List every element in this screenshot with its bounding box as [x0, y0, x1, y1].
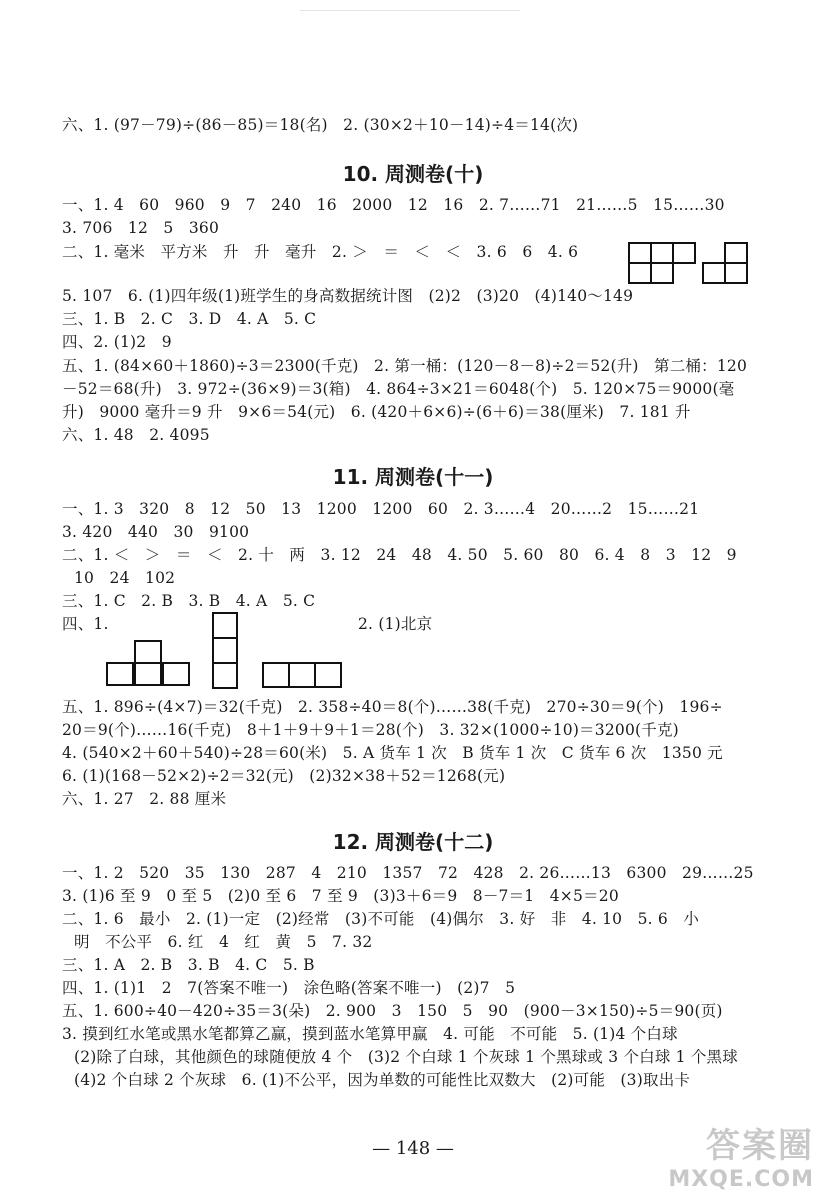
s10-line-6: 四、2. (1)2 9: [62, 333, 172, 351]
s12-line-2: 3. (1)6 至 9 0 至 5 (2)0 至 6 7 至 9 (3)3＋6＝9 8－7＝1 4×5＝20: [62, 887, 619, 905]
s10-figure-1: [628, 242, 696, 284]
s10-line-4: 5. 107 6. (1)四年级(1)班学生的身高数据统计图 (2)2 (3)20 (4)140～149: [62, 287, 634, 305]
s12-line-8: 3. 摸到红水笔或黑水笔都算乙赢，摸到蓝水笔算甲赢 4. 可能 不可能 5. (1)4 个白球: [62, 1025, 678, 1043]
s11-figure-front: [106, 640, 196, 690]
s12-line-1: 一、1. 2 520 35 130 287 4 210 1357 72 428 2. 26……13 6300 29……25: [62, 864, 754, 882]
s11-line-5: 三、1. C 2. B 3. B 4. A 5. C: [62, 592, 316, 610]
s10-line-3: 二、1. 毫米 平方米 升 升 毫升 2. ＞ ＝ ＜ ＜ 3. 6 6 4. 6: [62, 243, 579, 261]
s11-q4-2: 2. (1)北京: [358, 615, 433, 633]
s11-line-10: 6. (1)(168－52×2)÷2＝32(元) (2)32×38＋52＝1268(元): [62, 767, 506, 785]
watermark-cn: 答案圈: [706, 1126, 814, 1166]
s11-line-7: 五、1. 896÷(4×7)＝32(千克) 2. 358÷40＝8(个)……38(千克) 270÷30＝9(个) 196÷: [62, 698, 723, 716]
s12-line-4: 明 不公平 6. 红 4 红 黄 5 7. 32: [74, 933, 373, 951]
s12-line-5: 三、1. A 2. B 3. B 4. C 5. B: [62, 956, 315, 974]
s9-line-6: 六、1. (97－79)÷(86－85)＝18(名) 2. (30×2＋10－14)÷4＝14(次): [62, 116, 579, 134]
s10-line-2: 3. 706 12 5 360: [62, 219, 220, 237]
s10-line-1: 一、1. 4 60 960 9 7 240 16 2000 12 16 2. 7……71 21……5 15……30: [62, 196, 725, 214]
s11-line-2: 3. 420 440 30 9100: [62, 523, 250, 541]
s11-line-9: 4. (540×2＋60＋540)÷28＝60(米) 5. A 货车 1 次 B 货车 1 次 C 货车 6 次 1350 元: [62, 744, 723, 762]
s11-line-4: 10 24 102: [74, 569, 176, 587]
s12-line-3: 二、1. 6 最小 2. (1)一定 (2)经常 (3)不可能 (4)偶尔 3. 好 非 4. 10 5. 6 小: [62, 910, 700, 928]
s10-figure-2: [702, 242, 748, 284]
s10-line-9: 升) 9000 毫升＝9 升 9×6＝54(元) 6. (420＋6×6)÷(6＋6)＝38(厘米) 7. 181 升: [62, 403, 691, 421]
s11-line-3: 二、1. ＜ ＞ ＝ ＜ 2. 十 两 3. 12 24 48 4. 50 5. 60 80 6. 4 8 3 12 9: [62, 546, 737, 564]
s11-line-8: 20＝9(个)……16(千克) 8＋1＋9＋9＋1＝28(个) 3. 32×(1000÷10)＝3200(千克): [62, 721, 679, 739]
s11-figure-top: [262, 662, 344, 690]
section-title-10: 10. 周测卷(十): [342, 162, 484, 186]
watermark-logo: [668, 1118, 814, 1192]
top-rule: [300, 10, 520, 11]
s12-line-9: (2)除了白球，其他颜色的球随便放 4 个 (3)2 个白球 1 个灰球 1 个黑球或 3 个白球 1 个黑球: [74, 1048, 738, 1066]
s10-line-8: －52＝68(升) 3. 972÷(36×9)＝3(箱) 4. 864÷3×21＝6048(个) 5. 120×75＝9000(毫: [62, 380, 735, 398]
s11-line-11: 六、1. 27 2. 88 厘米: [62, 790, 227, 808]
section-title-12: 12. 周测卷(十二): [332, 830, 494, 854]
watermark-en: MXQE.COM: [668, 1167, 814, 1192]
s12-line-6: 四、1. (1)1 2 7(答案不唯一) 涂色略(答案不唯一) (2)7 5: [62, 979, 516, 997]
s11-line-6: 四、1.: [62, 615, 109, 633]
s12-line-7: 五、1. 600÷40－420÷35＝3(朵) 2. 900 3 150 5 90 (900－3×150)÷5＝90(页): [62, 1002, 723, 1020]
s10-line-7: 五、1. (84×60＋1860)÷3＝2300(千克) 2. 第一桶：(120－8－8)÷2＝52(升) 第二桶：120: [62, 357, 748, 375]
s11-figure-side: [212, 612, 242, 692]
s10-line-5: 三、1. B 2. C 3. D 4. A 5. C: [62, 310, 317, 328]
section-title-11: 11. 周测卷(十一): [332, 465, 494, 489]
s11-line-1: 一、1. 3 320 8 12 50 13 1200 1200 60 2. 3……4 20……2 15……21: [62, 500, 700, 518]
s12-line-10: (4)2 个白球 2 个灰球 6. (1)不公平，因为单数的可能性比双数大 (2)可能 (3)取出卡: [74, 1071, 691, 1089]
s10-line-10: 六、1. 48 2. 4095: [62, 426, 210, 444]
page-number: — 148 —: [372, 1138, 454, 1159]
